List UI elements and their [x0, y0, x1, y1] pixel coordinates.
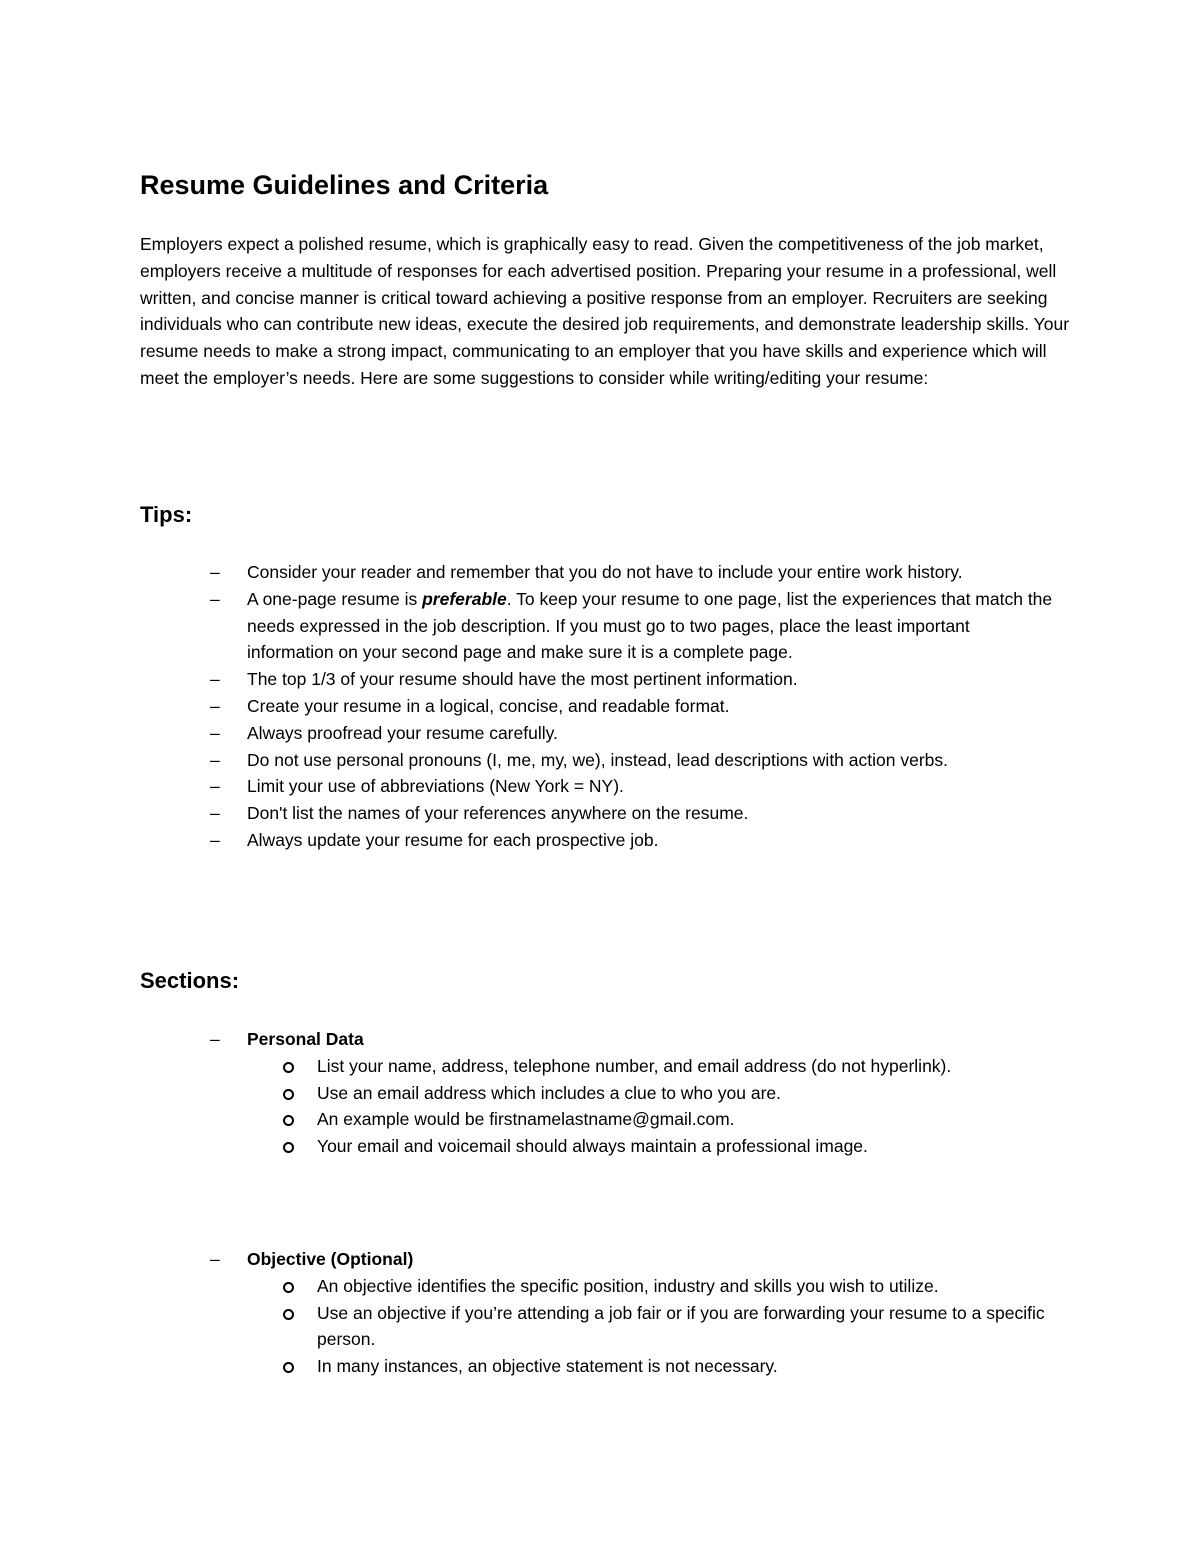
tip-text: Don't list the names of your references anywhere on the resume. [247, 803, 749, 824]
dash-bullet: – [210, 1029, 220, 1049]
dash-bullet: – [210, 562, 220, 582]
section-label-personal-data: Personal Data [247, 1029, 364, 1049]
circle-bullet-icon [283, 1362, 294, 1373]
list-item [0, 666, 1060, 693]
tip-text: The top 1/3 of your resume should have the most pertinent information. [247, 669, 798, 690]
tip-text-after: . To keep your resume to one page, list the experiences that match the needs expressed in the job description. If you must go to two pages, place the least important information on your second page and make sure it is a complete page. [247, 588, 1053, 663]
list-item [0, 720, 1060, 747]
circle-bullet-icon [283, 1309, 294, 1320]
page-title: Resume Guidelines and Criteria [140, 170, 549, 200]
tip-emphasis: preferable [422, 588, 507, 609]
tip-text: Always proofread your resume carefully. [247, 722, 558, 743]
dash-bullet: – [210, 776, 220, 797]
list-item [247, 1353, 1047, 1380]
personal-data-text: An example would be firstnamelastname@gmail.com. [317, 1109, 735, 1130]
dash-bullet: – [210, 669, 220, 690]
personal-data-text: Your email and voicemail should always maintain a professional image. [317, 1136, 868, 1157]
circle-bullet-icon [283, 1115, 294, 1126]
dash-bullet: – [210, 695, 220, 716]
objective-text: Use an objective if you’re attending a job fair or if you are forwarding your resume to a specific person. [317, 1302, 1045, 1350]
list-item [247, 1133, 1047, 1160]
list-item [0, 1246, 1060, 1380]
personal-data-text: List your name, address, telephone number, and email address (do not hyperlink). [317, 1055, 952, 1076]
dash-bullet: – [210, 588, 220, 609]
list-item [247, 1053, 1047, 1080]
circle-bullet-icon [283, 1062, 294, 1073]
dash-bullet: – [210, 722, 220, 743]
dash-bullet: – [210, 1249, 220, 1269]
list-item [0, 559, 1060, 586]
personal-data-text: Use an email address which includes a clue to who you are. [317, 1082, 781, 1103]
sections-heading: Sections: [140, 968, 240, 993]
intro-paragraph: Employers expect a polished resume, which is graphically easy to read. Given the competitiveness of the job market, employers receive a multitude of responses for each advertised position. Preparing your resume in a professional, well written, and concise manner is critical toward achieving a positive response from an employer. Recruiters are seeking individuals who can contribute new ideas, execute the desired job requirements, and demonstrate leadership skills. Your resume needs to make a strong impact, communicating to an employer that you have skills and experience which will meet the employer’s needs. Here are some suggestions to consider while writing/editing your resume: [140, 234, 1070, 388]
list-item [247, 1080, 1047, 1107]
dash-bullet: – [210, 829, 220, 850]
objective-text: An objective identifies the specific position, industry and skills you wish to utilize. [317, 1275, 939, 1296]
list-item [0, 800, 1060, 827]
tip-text: Limit your use of abbreviations (New York = NY). [247, 776, 624, 797]
circle-bullet-icon [283, 1142, 294, 1153]
objective-section [0, 1246, 1060, 1380]
tip-text: Create your resume in a logical, concise, and readable format. [247, 695, 730, 716]
section-label-objective: Objective (Optional) [247, 1249, 414, 1269]
list-item [247, 1106, 1047, 1133]
tip-text-before: A one-page resume is [247, 588, 423, 609]
dash-bullet: – [210, 803, 220, 824]
circle-bullet-icon [283, 1282, 294, 1293]
list-item [0, 827, 1060, 854]
tip-text: Consider your reader and remember that you do not have to include your entire work history. [247, 562, 963, 582]
objective-text: In many instances, an objective statement is not necessary. [317, 1356, 778, 1377]
list-item [0, 586, 1060, 666]
list-item [0, 773, 1060, 800]
tips-list [0, 559, 1060, 854]
objective-list [247, 1273, 1047, 1380]
list-item [0, 1026, 1060, 1160]
tips-heading: Tips: [140, 502, 193, 527]
personal-data-list [247, 1053, 1047, 1160]
list-item [0, 747, 1060, 774]
dash-bullet: – [210, 749, 220, 770]
circle-bullet-icon [283, 1089, 294, 1100]
list-item [247, 1300, 1047, 1354]
personal-data-section [0, 1026, 1060, 1160]
tip-text: Do not use personal pronouns (I, me, my, we), instead, lead descriptions with action verbs. [247, 749, 948, 770]
list-item [247, 1273, 1047, 1300]
list-item [0, 693, 1060, 720]
tip-text: Always update your resume for each prospective job. [247, 829, 659, 850]
